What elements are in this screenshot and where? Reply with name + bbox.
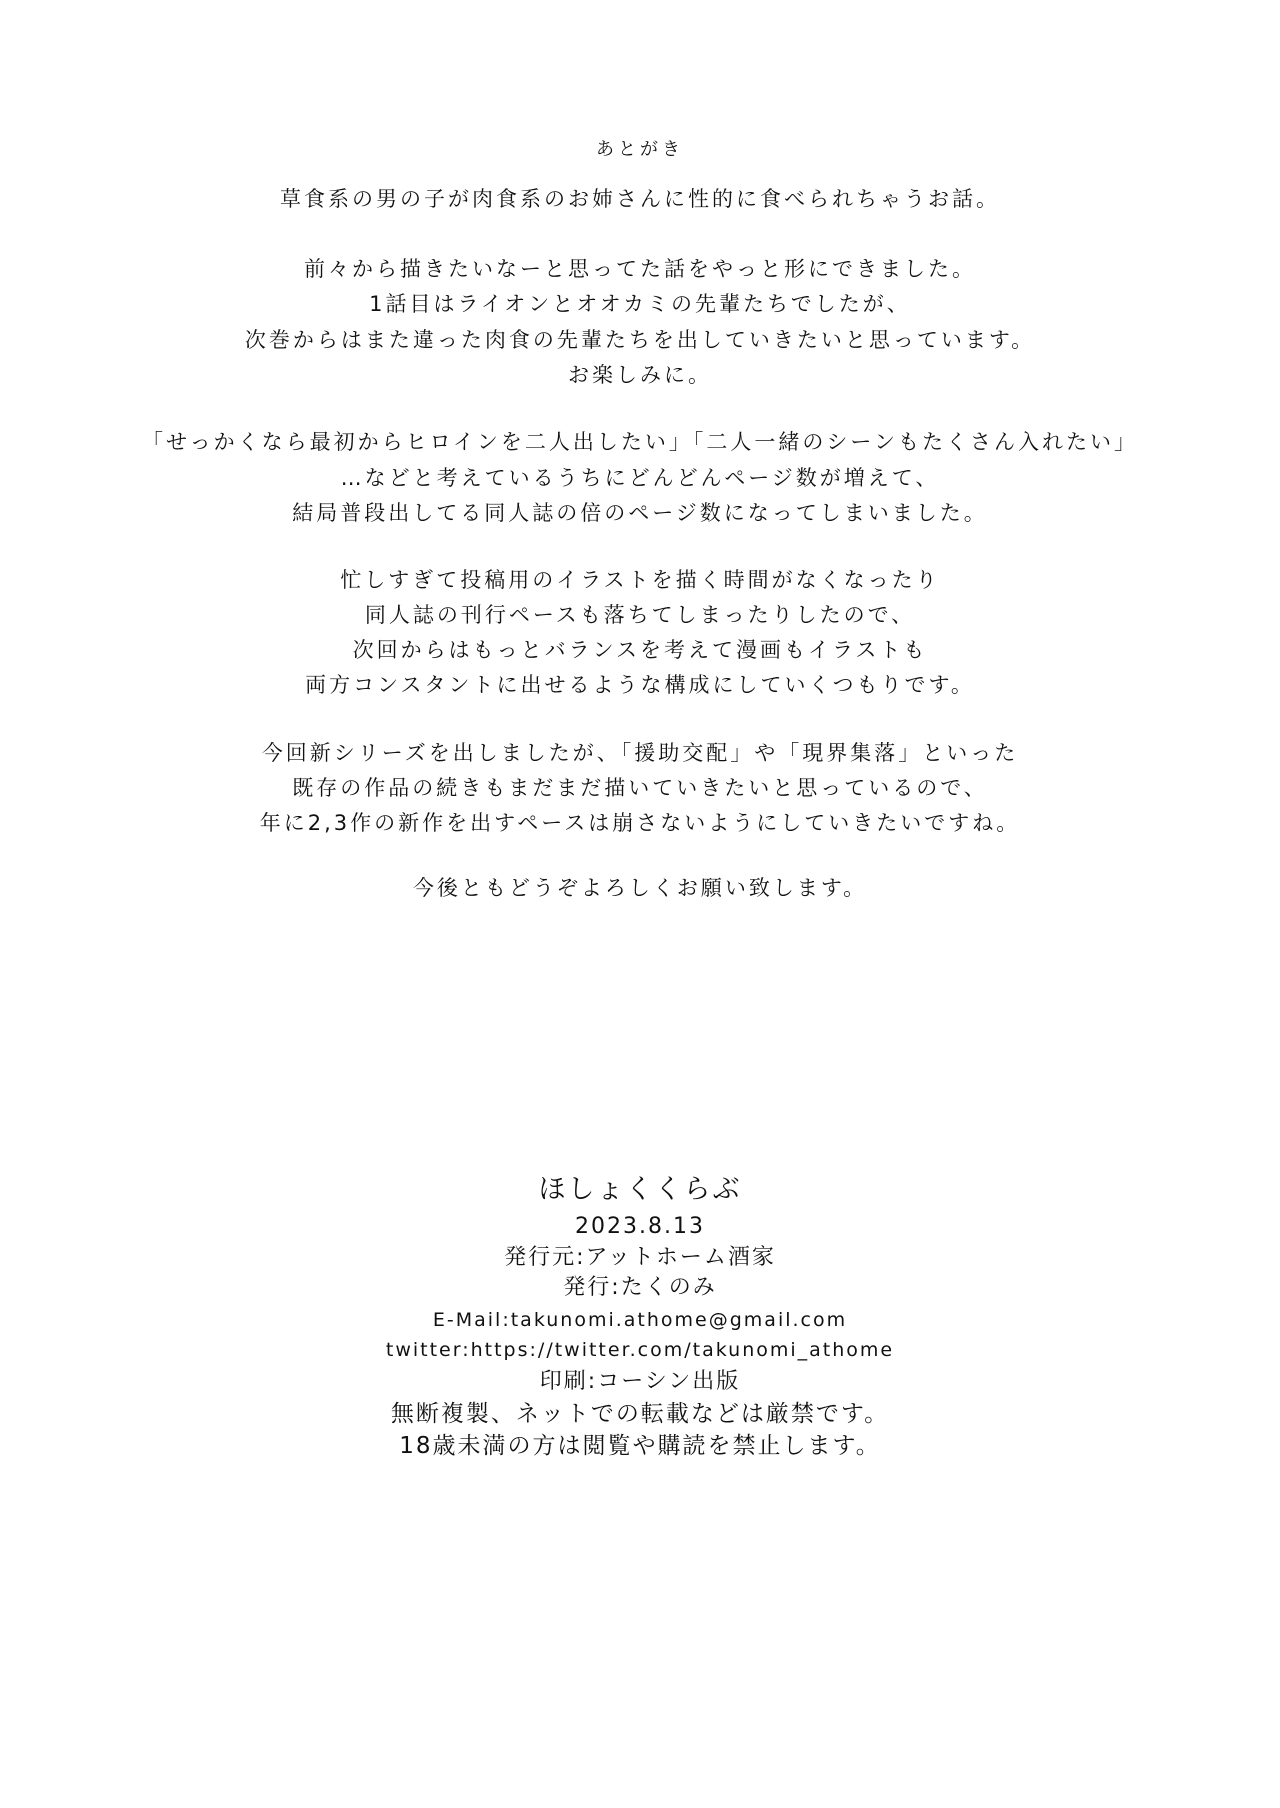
circle-name: ほしょくくらぶ xyxy=(538,1174,742,1205)
printer: 印刷:コーシン出版 xyxy=(539,1369,741,1394)
afterword-line: 前々から描きたいなーと思ってた話をやっと形にできました。 xyxy=(304,257,976,281)
afterword-line: 年に2,3作の新作を出すペースは崩さないようにしていきたいですね。 xyxy=(259,811,1021,835)
afterword-line: 今回新シリーズを出しましたが、「援助交配」や「現界集落」といった xyxy=(261,741,1019,765)
afterword-line: 同人誌の刊行ペースも落ちてしまったりしたので、 xyxy=(364,603,916,627)
afterword-line: 既存の作品の続きもまだまだ描いていきたいと思っているので、 xyxy=(292,776,988,800)
copyright-notice: 無断複製、ネットでの転載などは厳禁です。 xyxy=(390,1401,890,1427)
afterword-line: 草食系の男の子が肉食系のお姉さんに性的に食べられちゃうお話。 xyxy=(280,187,1000,211)
email: E-Mail:takunomi.athome@gmail.com xyxy=(432,1309,848,1331)
afterword-title: あとがき xyxy=(596,139,684,160)
twitter-url: twitter:https://twitter.com/takunomi_athome xyxy=(385,1339,895,1361)
afterword-line: 今後ともどうぞよろしくお願い致します。 xyxy=(412,876,868,900)
afterword-line: 結局普段出してる同人誌の倍のページ数になってしまいました。 xyxy=(292,501,988,525)
afterword-line: 両方コンスタントに出せるような構成にしていくつもりです。 xyxy=(305,673,975,697)
author: 発行:たくのみ xyxy=(563,1275,717,1300)
afterword-line: お楽しみに。 xyxy=(568,363,712,387)
age-notice: 18歳未満の方は閲覧や購読を禁止します。 xyxy=(399,1433,881,1459)
publication-date: 2023.8.13 xyxy=(575,1214,705,1239)
afterword-line: 1話目はライオンとオオカミの先輩たちでしたが、 xyxy=(369,292,911,316)
afterword-line: …などと考えているうちにどんどんページ数が増えて、 xyxy=(340,466,940,490)
afterword-line: 「せっかくなら最初からヒロインを二人出したい」「二人一緒のシーンもたくさん入れたい」 xyxy=(141,430,1139,454)
afterword-line: 忙しすぎて投稿用のイラストを描く時間がなくなったり xyxy=(340,568,940,592)
afterword-line: 次巻からはまた違った肉食の先輩たちを出していきたいと思っています。 xyxy=(244,328,1036,352)
publisher: 発行元:アットホーム酒家 xyxy=(504,1245,776,1270)
afterword-line: 次回からはもっとバランスを考えて漫画もイラストも xyxy=(352,638,928,662)
